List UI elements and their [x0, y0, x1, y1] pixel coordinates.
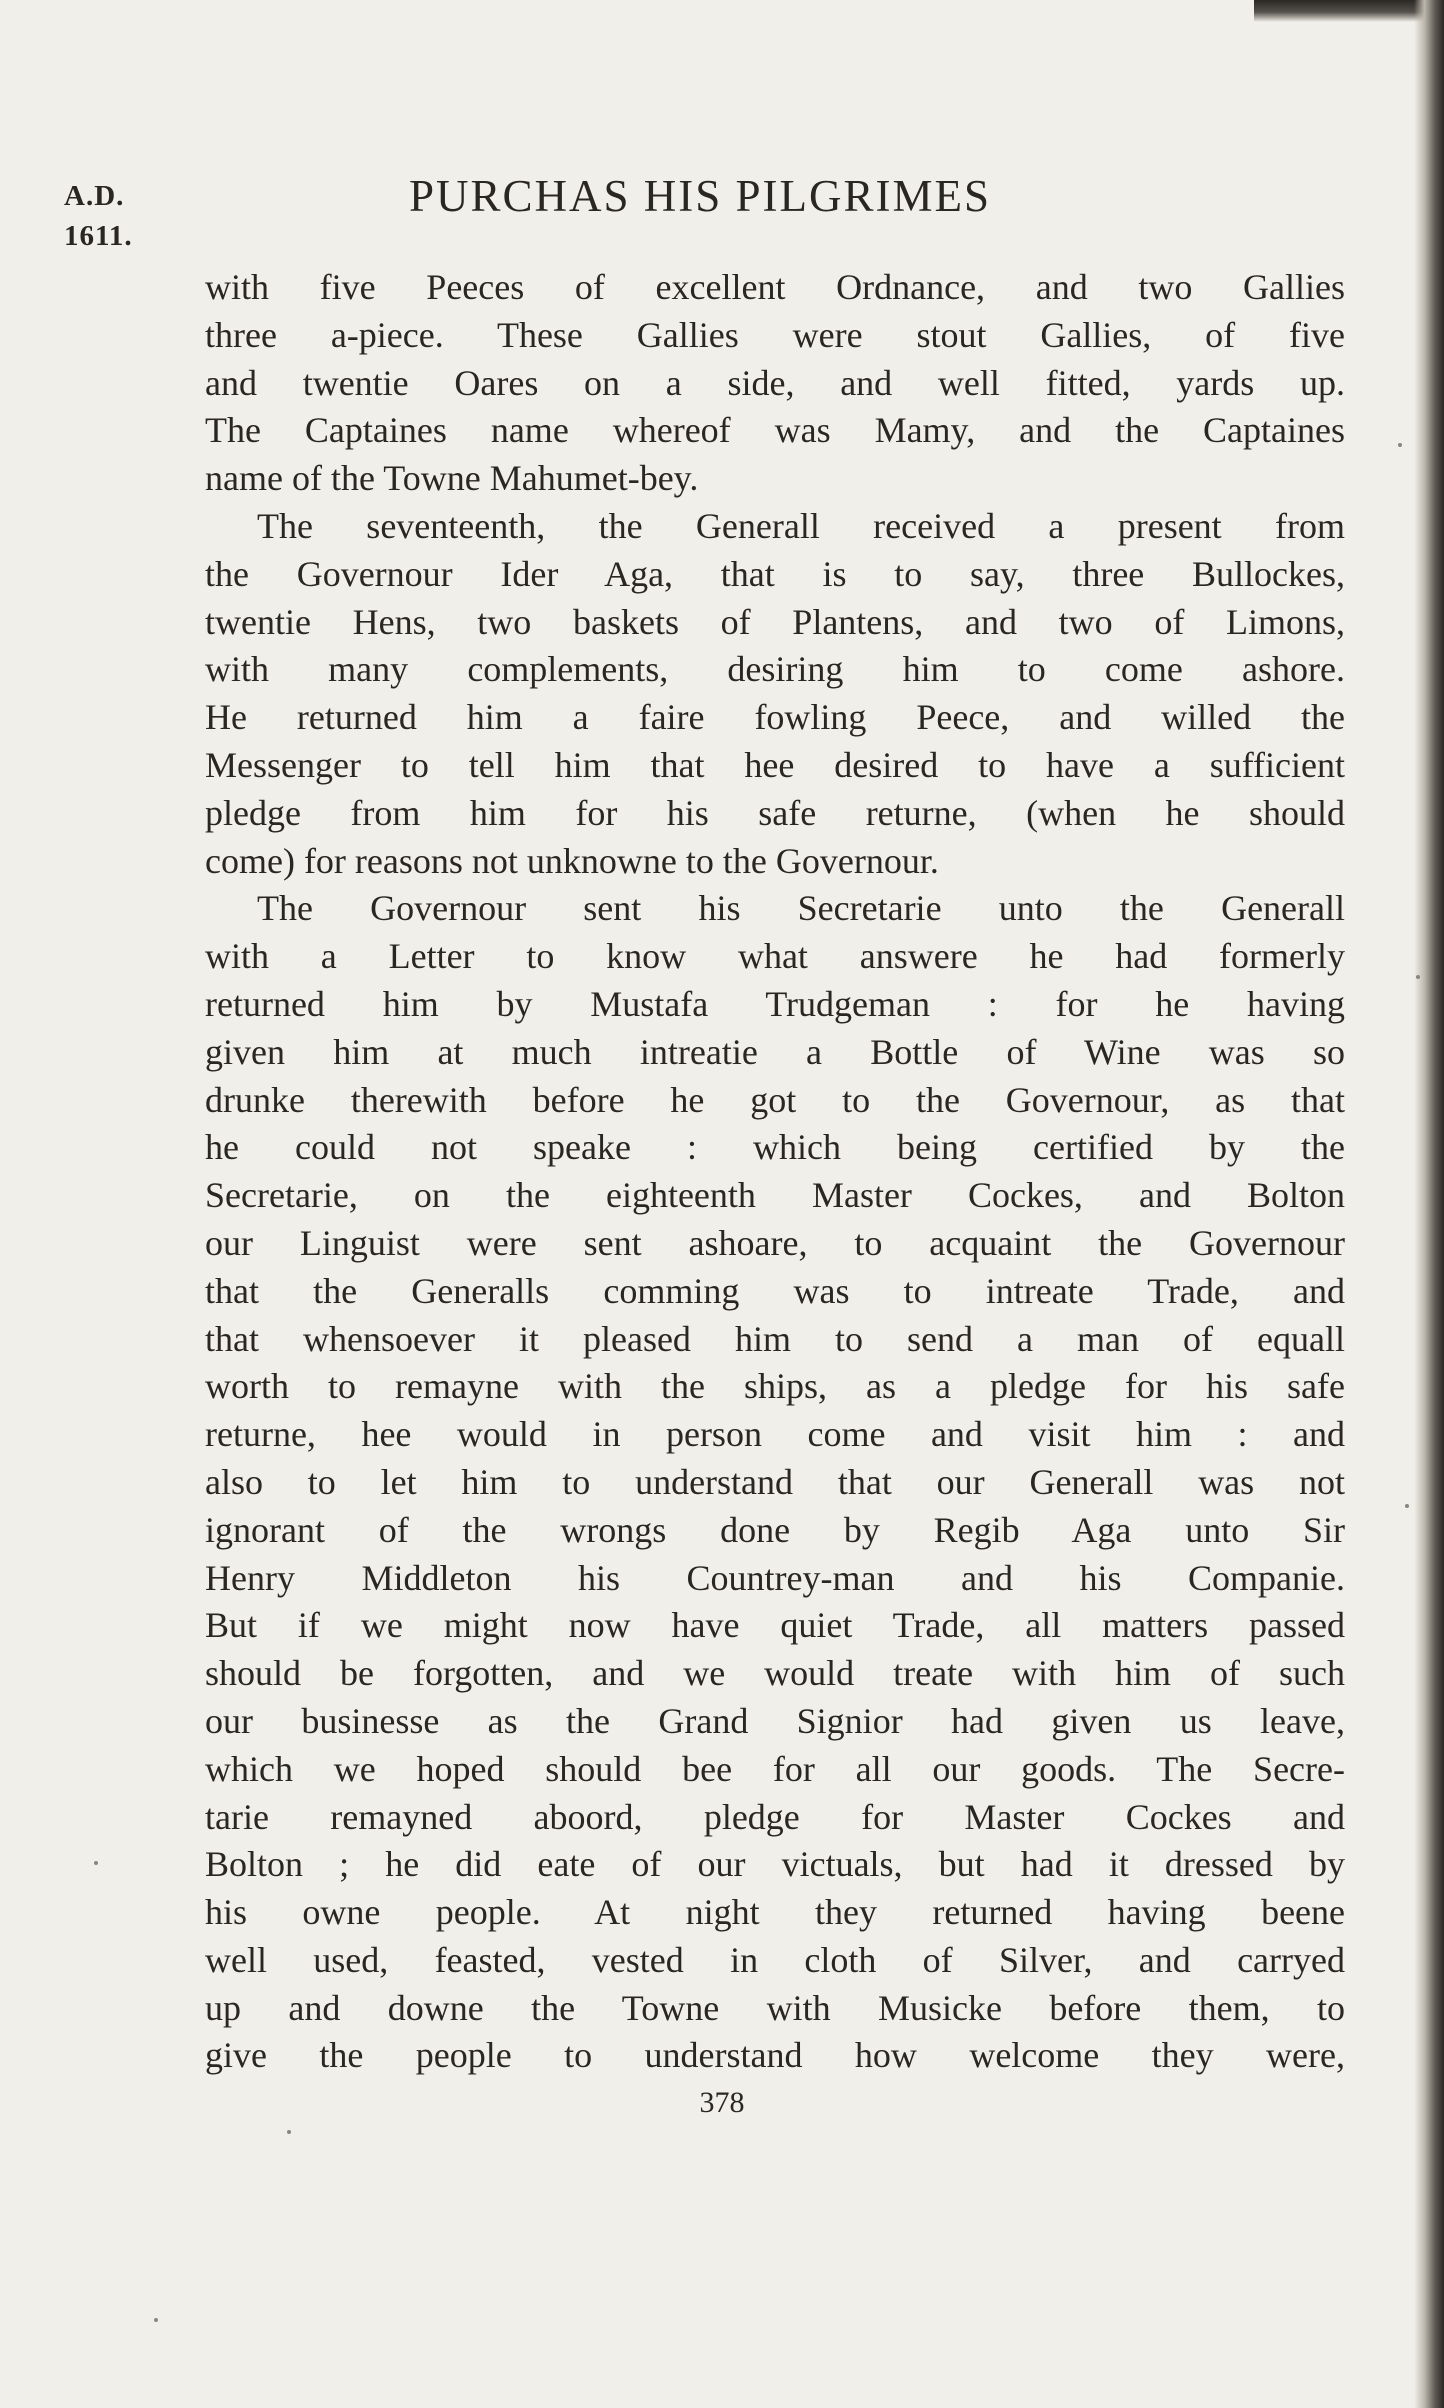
- paragraph-first-line: The seventeenth, the Generall received a present from: [257, 505, 1345, 546]
- text-line: our businesse as the Grand Signior had given us leave,: [205, 1700, 1345, 1741]
- text-line: He returned him a faire fowling Peece, and willed the: [205, 697, 1345, 738]
- text-line: three a-piece. These Gallies were stout Gallies, of five: [205, 314, 1345, 355]
- text-line: his owne people. At night they returned having beene: [205, 1892, 1345, 1933]
- paper-speck: [94, 1861, 98, 1865]
- text-line: tarie remayned aboord, pledge for Master Cockes and: [205, 1796, 1345, 1837]
- text-line: well used, feasted, vested in cloth of Silver, and carryed: [205, 1939, 1345, 1980]
- paper-speck: [1398, 443, 1402, 447]
- margin-date-note: [64, 176, 133, 256]
- text-line: up and downe the Towne with Musicke before them, to: [205, 1987, 1345, 2028]
- text-line: ignorant of the wrongs done by Regib Aga unto Sir: [205, 1509, 1345, 1550]
- page-number: 378: [699, 2086, 745, 2119]
- margin-date-year: 1611.: [64, 220, 133, 252]
- text-line: which we hoped should bee for all our goods. The Secre-: [205, 1748, 1345, 1789]
- text-line: he could not speake : which being certified by the: [205, 1127, 1345, 1168]
- paper-speck: [154, 2318, 158, 2322]
- book-binding-edge: [1414, 0, 1444, 2408]
- text-line: also to let him to understand that our Generall was not: [205, 1461, 1345, 1502]
- text-line: and twentie Oares on a side, and well fitted, yards up.: [205, 362, 1345, 403]
- running-head: PURCHAS HIS PILGRIMES: [408, 171, 992, 221]
- text-line: Henry Middleton his Countrey-man and his Companie.: [205, 1557, 1345, 1598]
- text-line: Messenger to tell him that hee desired to have a sufficient: [205, 744, 1345, 785]
- text-line: returne, hee would in person come and visit him : and: [205, 1414, 1345, 1455]
- text-line: with many complements, desiring him to come ashore.: [205, 649, 1345, 690]
- text-line: given him at much intreatie a Bottle of Wine was so: [205, 1031, 1345, 1072]
- text-line: drunke therewith before he got to the Governour, as that: [205, 1079, 1345, 1120]
- paragraph-first-line: The Governour sent his Secretarie unto the Generall: [257, 888, 1345, 929]
- text-line: name of the Towne Mahumet-bey.: [205, 458, 699, 499]
- text-line: the Governour Ider Aga, that is to say, three Bullockes,: [205, 553, 1345, 594]
- text-line: twentie Hens, two baskets of Plantens, and two of Limons,: [205, 601, 1345, 642]
- text-line: give the people to understand how welcome they were,: [205, 2035, 1345, 2076]
- text-line: The Captaines name whereof was Mamy, and the Captaines: [205, 410, 1345, 451]
- margin-date-era: A.D.: [64, 180, 125, 212]
- text-line: But if we might now have quiet Trade, all matters passed: [205, 1605, 1345, 1646]
- text-line: our Linguist were sent ashoare, to acquaint the Governour: [205, 1222, 1345, 1263]
- text-line: worth to remayne with the ships, as a pledge for his safe: [205, 1366, 1345, 1407]
- text-line: Bolton ; he did eate of our victuals, but had it dressed by: [205, 1844, 1345, 1885]
- body-text: [205, 264, 1345, 2080]
- text-line: returned him by Mustafa Trudgeman : for he having: [205, 983, 1345, 1024]
- text-line: should be forgotten, and we would treate with him of such: [205, 1653, 1345, 1694]
- paper-speck: [1405, 1504, 1409, 1508]
- text-line: Secretarie, on the eighteenth Master Cockes, and Bolton: [205, 1175, 1345, 1216]
- text-line: that whensoever it pleased him to send a man of equall: [205, 1318, 1345, 1359]
- paper-speck: [287, 2130, 291, 2134]
- text-line: that the Generalls comming was to intreate Trade, and: [205, 1270, 1345, 1311]
- text-line: with five Peeces of excellent Ordnance, and two Gallies: [205, 267, 1345, 307]
- text-line: pledge from him for his safe returne, (when he should: [205, 792, 1345, 833]
- text-line: with a Letter to know what answere he had formerly: [205, 936, 1345, 977]
- text-line: come) for reasons not unknowne to the Governour.: [205, 840, 939, 881]
- paper-speck: [1416, 975, 1420, 979]
